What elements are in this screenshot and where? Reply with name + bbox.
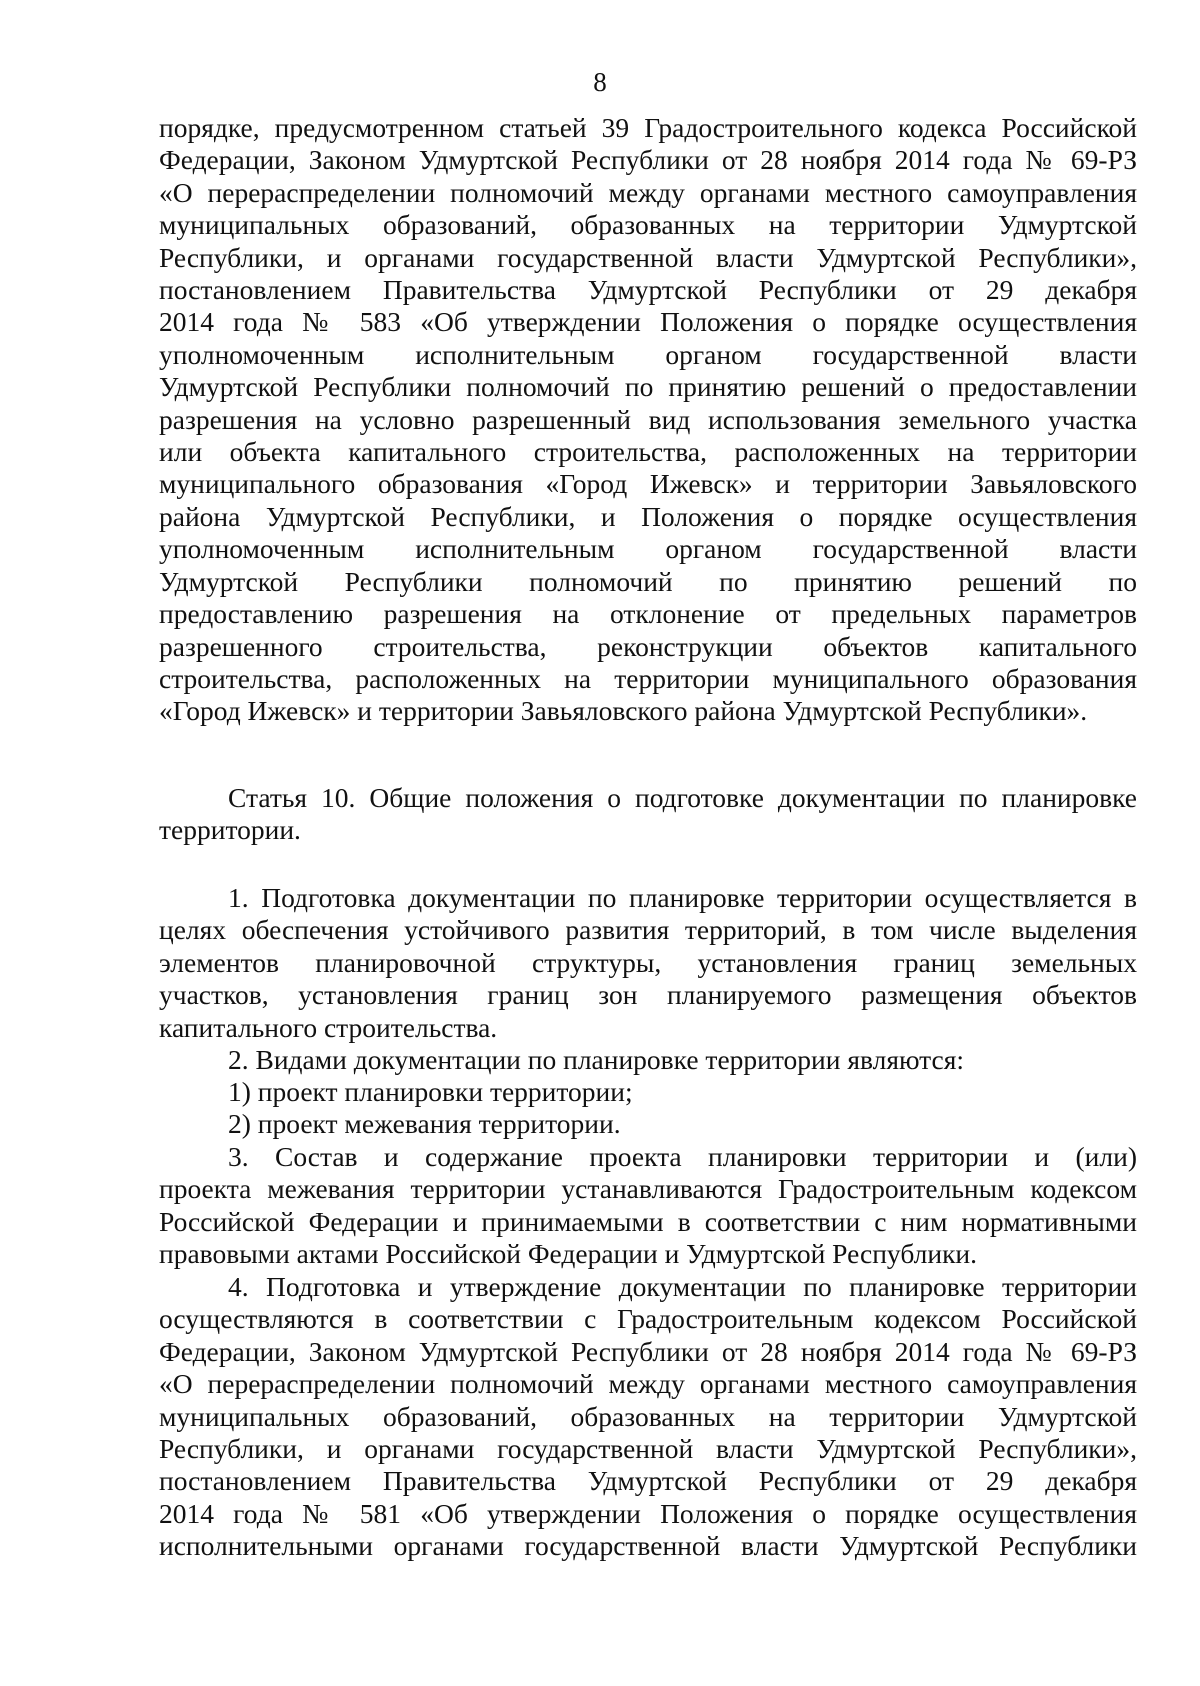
- text-line: предоставлению разрешения на отклонение от предельных параметров: [159, 598, 1137, 630]
- text-line: 2014 года № 581 «Об утверждении Положения о порядке осуществления: [159, 1497, 1137, 1529]
- text-line: постановлением Правительства Удмуртской Республики от 29 декабря: [159, 1465, 1137, 1497]
- text-line: капитального строительства.: [159, 1011, 498, 1043]
- text-line: 4. Подготовка и утверждение документации по планировке территории: [228, 1271, 1137, 1302]
- list-item: 1) проект планировки территории;: [228, 1076, 633, 1107]
- text-line: постановлением Правительства Удмуртской Республики от 29 декабря: [159, 274, 1137, 306]
- text-line: осуществляются в соответствии с Градостроительным кодексом Российской: [159, 1303, 1137, 1335]
- text-line: муниципальных образований, образованных на территории Удмуртской: [159, 1400, 1137, 1432]
- text-line: Российской Федерации и принимаемыми в соответствии с ним нормативными: [159, 1205, 1137, 1237]
- text-line: проекта межевания территории устанавливаются Градостроительным кодексом: [159, 1173, 1137, 1205]
- text-line: участков, установления границ зон планируемого размещения объектов: [159, 979, 1137, 1011]
- text-line: Республики, и органами государственной власти Удмуртской Республики»,: [159, 241, 1137, 273]
- paragraph-item-3: [159, 1141, 1137, 1271]
- article-heading: [159, 782, 1137, 847]
- text-line: муниципального образования «Город Ижевск» и территории Завьяловского: [159, 468, 1137, 500]
- text-line: Удмуртской Республики полномочий по принятию решений по: [159, 565, 1137, 597]
- text-line: Республики, и органами государственной власти Удмуртской Республики»,: [159, 1433, 1137, 1465]
- text-line: 3. Состав и содержание проекта планировки территории и (или): [228, 1141, 1137, 1172]
- text-line: Удмуртской Республики полномочий по принятию решений о предоставлении: [159, 371, 1137, 403]
- text-line: «Город Ижевск» и территории Завьяловского района Удмуртской Республики».: [159, 695, 1088, 727]
- text-line: исполнительными органами государственной власти Удмуртской Республики: [159, 1530, 1137, 1562]
- text-line: 2014 года № 583 «Об утверждении Положения о порядке осуществления: [159, 306, 1137, 338]
- paragraph-item-4: [159, 1271, 1137, 1563]
- text-line: «О перераспределении полномочий между органами местного самоуправления: [159, 176, 1137, 208]
- text-line: района Удмуртской Республики, и Положения о порядке осуществления: [159, 500, 1137, 532]
- text-line: разрешения на условно разрешенный вид использования земельного участка: [159, 403, 1137, 435]
- article-title-line: территории.: [159, 814, 301, 846]
- text-line: строительства, расположенных на территории муниципального образования: [159, 662, 1137, 694]
- text-line: Федерации, Законом Удмуртской Республики от 28 ноября 2014 года № 69-РЗ: [159, 1335, 1137, 1367]
- text-line: правовыми актами Российской Федерации и Удмуртской Республики.: [159, 1238, 978, 1270]
- text-line: уполномоченным исполнительным органом государственной власти: [159, 338, 1137, 370]
- text-line: муниципальных образований, образованных на территории Удмуртской: [159, 209, 1137, 241]
- text-line: Федерации, Законом Удмуртской Республики от 28 ноября 2014 года № 69-РЗ: [159, 144, 1137, 176]
- text-line: элементов планировочной структуры, установления границ земельных: [159, 946, 1137, 978]
- text-line: уполномоченным исполнительным органом государственной власти: [159, 533, 1137, 565]
- page-number: 8: [593, 67, 607, 97]
- article-title-line: Статья 10. Общие положения о подготовке документации по планировке: [228, 782, 1137, 813]
- text-line: или объекта капитального строительства, расположенных на территории: [159, 436, 1137, 468]
- paragraph-item-2: 2. Видами документации по планировке территории являются:: [228, 1044, 965, 1075]
- text-line: 1. Подготовка документации по планировке территории осуществляется в: [228, 882, 1137, 913]
- list-item: 2) проект межевания территории.: [228, 1108, 621, 1139]
- paragraph-intro: [159, 112, 1137, 728]
- text-line: «О перераспределении полномочий между органами местного самоуправления: [159, 1368, 1137, 1400]
- text-line: разрешенного строительства, реконструкции объектов капитального: [159, 630, 1137, 662]
- text-line: порядке, предусмотренном статьей 39 Градостроительного кодекса Российской: [159, 112, 1137, 143]
- text-line: целях обеспечения устойчивого развития территорий, в том числе выделения: [159, 914, 1137, 946]
- paragraph-item-1: [159, 882, 1137, 1044]
